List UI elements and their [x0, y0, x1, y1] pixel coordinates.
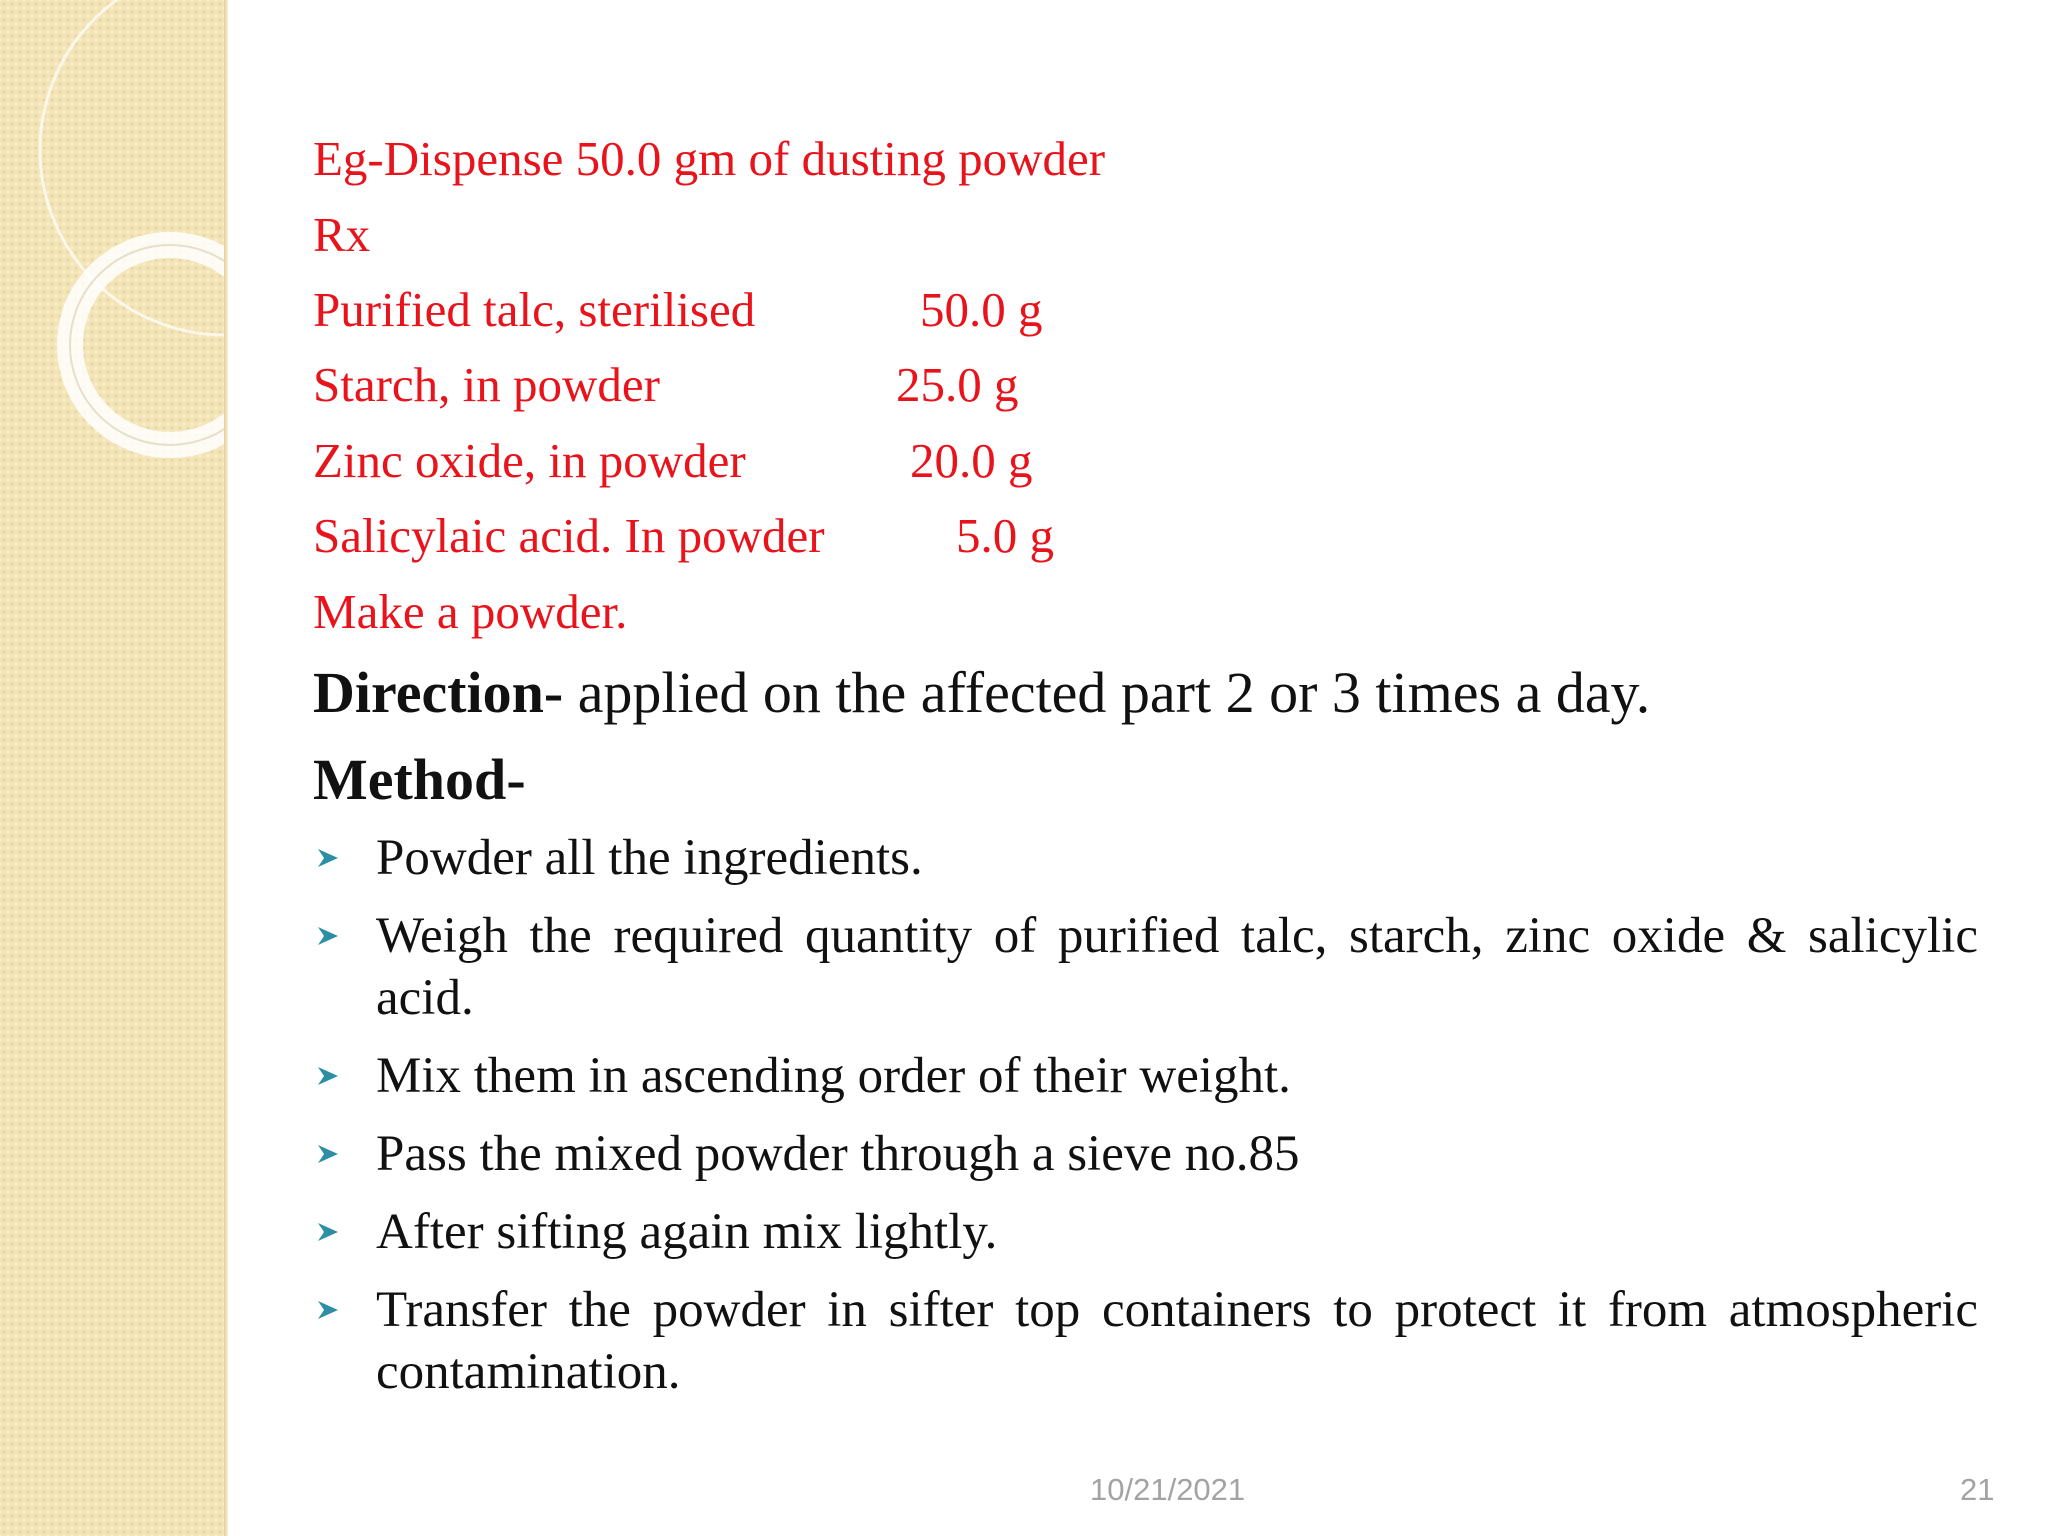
- arrow-bullet-icon: [313, 921, 343, 951]
- method-step: Powder all the ingredients.: [376, 830, 923, 886]
- method-step: Transfer the powder in sifter top containers to protect it from atmospheric contamination.: [376, 1282, 1978, 1400]
- direction-label: Direction-: [313, 660, 564, 725]
- ingredient-name: Zinc oxide, in powder: [313, 433, 746, 488]
- list-item: [313, 1279, 1978, 1403]
- list-item: [313, 1123, 1978, 1185]
- method-step: Weigh the required quantity of purified talc, starch, zinc oxide & salicylic acid.: [376, 908, 1978, 1026]
- list-item: [313, 1201, 1978, 1263]
- prescription-symbol: Rx: [313, 207, 371, 262]
- list-item: [313, 1045, 1978, 1107]
- method-heading: Method-: [313, 747, 526, 812]
- method-step: Mix them in ascending order of their weight.: [376, 1048, 1291, 1104]
- ingredient-qty: 50.0 g: [920, 282, 1043, 337]
- direction-text: applied on the affected part 2 or 3 times a day.: [563, 660, 1651, 725]
- ingredient-name: Salicylaic acid. In powder: [313, 508, 825, 563]
- slide-number: 21: [1960, 1472, 1995, 1507]
- prescription-title: Eg-Dispense 50.0 gm of dusting powder: [313, 131, 1106, 186]
- list-item: [313, 827, 1978, 889]
- slide-date: 10/21/2021: [1090, 1472, 1246, 1507]
- arrow-bullet-icon: [313, 1217, 343, 1247]
- method-step: Pass the mixed powder through a sieve no.85: [376, 1126, 1300, 1182]
- direction-line: [313, 660, 1651, 725]
- ingredient-qty: 20.0 g: [910, 433, 1033, 488]
- ingredient-name: Starch, in powder: [313, 357, 660, 412]
- ingredient-qty: 25.0 g: [896, 357, 1019, 412]
- arrow-bullet-icon: [313, 843, 343, 873]
- arrow-bullet-icon: [313, 1061, 343, 1091]
- arrow-bullet-icon: [313, 1139, 343, 1169]
- prescription-closing: Make a powder.: [313, 584, 628, 639]
- arrow-bullet-icon: [313, 1295, 343, 1325]
- ingredient-qty: 5.0 g: [956, 508, 1054, 563]
- ingredient-name: Purified talc, sterilised: [313, 282, 756, 337]
- list-item: [313, 905, 1978, 1029]
- method-step: After sifting again mix lightly.: [376, 1204, 998, 1260]
